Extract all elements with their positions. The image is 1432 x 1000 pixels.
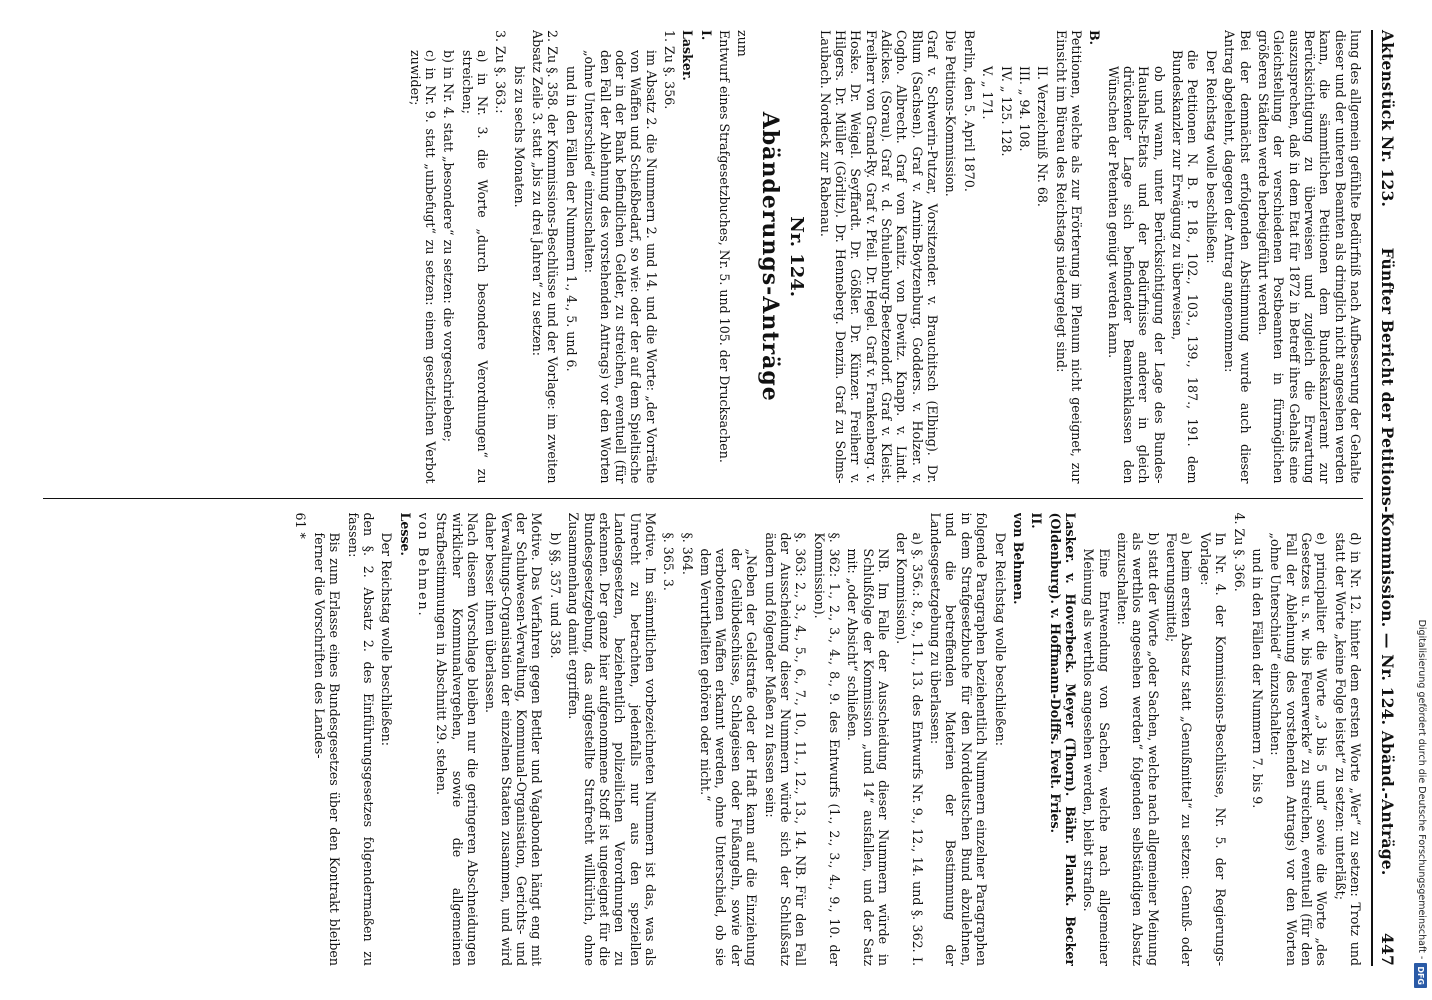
dfg-logo: DFG [1415, 963, 1428, 988]
amendment-text: b) §§. 357. und 358. [547, 532, 563, 659]
column-divider [43, 498, 1363, 499]
signature: von Behmen. [415, 512, 431, 618]
amendment-text: c) in Nr. 9. statt „unbefugt“ zu setzen: einem gesetzlichen Verbot zuwider; [407, 50, 438, 484]
amendment-text: e) principaliter die Worte „3 bis 5 und“ sowie die Worte „des Gesetzes u. s. w. bis Feuerwerke“ zu streichen, eventuell (für den Fall der Ablehnung des vorstehenden Antrags) vor den Worten „ohne Unterschied“ einzuschalten: [1268, 532, 1330, 966]
signatories: Graf v. Schwerin-Putzar, Vorsitzender. v. Brauchitsch (Elbing). Dr. Blum (Sachsen). Graf v. Arnim-Boytzenburg. Godders. v. Holzer. v. Cogho. Albrecht. Graf von Kanitz. von Dewitz. Knapp. v. Lindt. Adickes. (Sorau). Graf v. d. Schulenburg-Beetzendorf. Graf v. Kleist. Freiherr von Grand-Ry. Graf v. Pfeil. Dr. Hegel. Graf v. Frankenberg. v. Hoske. Dr. Weigel. Seyffardt. Dr. Gößler. Dr. Künzer. Freiherr v. Hilgers. Dr. Müller (Görlitz). Dr. Henneberg. Denzin. Graf zu Solms-Laubach. Nordeck zur Rabenau. [817, 30, 941, 484]
paragraph: Bis zum Erlasse eines Bundesgesetzes über den Kontrakt bleiben ferner die Vorschriften des Landes- [311, 532, 343, 966]
paragraph: Der Reichstag wolle beschließen: [1203, 50, 1219, 264]
motive-text: Motive. Das Verfahren gegen Bettler und Vagabonden hängt eng mit der Schubwesen-Verwaltung, Kommunal-Organisation, Gerichts- und Verwaltungs-Organisation der einzelnen Staaten zusammen, und wird daher besser ihnen überlassen. [483, 512, 545, 966]
amendment-text: und in den Fällen der Nummern 7. bis 9. [1249, 548, 1265, 809]
amendment-text: Eine Entwendung von Sachen, welche nach allgemeiner Meinung als werthlos angesehen werden, bleibt straflos. [1081, 548, 1112, 966]
amendment-item: 2. Zu §. 358. der Kommissions-Beschlüsse und der Vorlage: im zweiten Absatz Zeile 3. statt „bis zu drei Jahren“ zu setzen: [530, 30, 561, 484]
document-title: Abänderungs-Anträge [757, 111, 784, 402]
header-left: Aktenstück Nr. 123. [1378, 30, 1397, 208]
paragraph: die Petitionen N. B. P. 18., 102., 103., 139., 187., 191. dem Bundeskanzler zur Erwägung zu überweisen, [1170, 50, 1201, 484]
amendment-item: 4. Zu §. 366. [1231, 512, 1247, 592]
amendment-text: NB. Im Falle der Ausscheidung dieser Nummern würde in Schlußfolge der Kommission „und 14“ ausfallen, und der Satz mit: „oder Absicht“ schließen. [845, 548, 892, 966]
section-heading: II. [1029, 512, 1045, 529]
paragraph: den §. 2. Absatz 2. des Einführungsgesetzes folgendermaßen zu fassen: [345, 512, 376, 966]
paragraph: Nach diesem Vorschlage bleiben nur die geringeren Abschneidungen wirklicher Kommunalvergehen, sowie die allgemeinen Strafbestimmungen in Abschnitt 29. stehen. [434, 512, 481, 966]
section-heading: B. [1087, 30, 1103, 46]
dfg-credit-strip [1412, 0, 1430, 1000]
signature-mark: 61 * [293, 512, 309, 539]
author-name: von Behmen. [1010, 512, 1026, 605]
section-heading: I. [698, 30, 714, 41]
paragraph: folgende Paragraphen beziehentlich Nummern einzelner Paragraphen in dem Strafgesetzbuche für den Norddeutschen Bund abzulehnen, und die betreffenden Materien der Bestimmung der Landesgesetzgebung zu überlassen: [928, 512, 990, 966]
amendment-text: a) beim ersten Absatz statt „Genußmittel“ zu setzen: Genuß- oder Feuerungsmittel; [1164, 532, 1195, 966]
amendment-text: §. 364. [679, 532, 695, 575]
amendment-text: b) statt der Worte „oder Sachen, welche nach allgemeiner Meinung als werthlos angesehen werden“ folgenden selbständigen Absatz einzuschalten: [1115, 532, 1161, 966]
amendment-text: „Neben der Geldstrafe oder der Haft kann auf die Einziehung der Gelübdeschüsse, Schlageisen oder Fußangeln, sowie der verbotenen Waffen erkannt werden, ohne Unterschied, ob sie dem Verurtheilten gehören oder nicht.“ [698, 548, 760, 966]
author-name: Lasker. [680, 30, 696, 81]
amendment-text: §. 362: 1., 2., 3., 4., 8., 9. des Entwurfs (1., 2., 3., 4., 9., 10. der Kommission). [811, 532, 842, 966]
motive-text: Motive. Im sämmtlichen vorbezeichneten Nummern ist das, was als Unrecht zu betrachten, jedenfalls nur aus den speziellen Landesgesetzen, beziehentlich polizeilichen Verordnungen zu erkennen. Der ganze hier aufgenommene Stoff ist ungeeignet für die Bundesgesetzgebung, das aufgestellte Strafrecht willkürlich, ohne Zusammenhang damit ergriffen. [566, 512, 658, 966]
list-item: III. „ 94. 108. [1016, 66, 1032, 152]
date-line: Berlin, den 5. April 1870. [961, 30, 977, 192]
amendment-text: bis zu sechs Monaten. [511, 66, 527, 208]
paragraph: Bei der demnächst erfolgenden Abstimmung wurde auch dieser Antrag abgelehnt, dagegen der Antrag angenommen: [1222, 30, 1253, 484]
amendment-text: a) in Nr. 3. die Worte „durch besondere Verordnungen“ zu streichen; [459, 50, 491, 484]
amendment-item: 3. Zu §. 363.: [493, 30, 509, 114]
list-item: V. „ 171. [980, 66, 996, 120]
author-name: Lesse. [397, 512, 413, 556]
list-item: II. Verzeichniß Nr. 68. [1035, 66, 1051, 207]
paragraph: lung des allgemein gefühlte Bedürfniß nach Aufbesserung der Gehalte dieser und der unteren Beamten als dringlich nicht angesehen werden kann, die sämmtlichen Petitionen dem Bundeskanzleramt zur Berücksichtigung zu überweisen und zugleich die Erwartung auszusprechen, daß in dem Etat für 1872 in Betreff ihres Gehalts eine Gleichstellung der verschiedenen Postbeamten in fürmöglichen größeren Städten werde herbeigeführt werden. [1255, 30, 1364, 484]
commission-name: Die Petitions-Kommission. [943, 30, 959, 197]
amendment-text: und in den Fällen der Nummern 1., 4., 5. und 6. [563, 66, 579, 372]
amendment-text: a) §. 356.: 8., 9., 11., 13. des Entwurfs Nr. 9., 12., 14. und §. 362. I. der Kommission). [894, 532, 925, 966]
rotated-page-content [24, 0, 1416, 1000]
header-center: Fünfter Bericht der Petitions-Kommission. — Nr. 124. Abänd.-Anträge. [1378, 247, 1397, 876]
dfg-credit-text: Digitalisierung gefördert durch die Deutsche Forschungsgemeinschaft - [1416, 619, 1427, 960]
amendment-text: d) in Nr. 12. hinter dem ersten Worte „Wer“ zu setzen: Trotz und statt der Worte „keine Folge leistet“ zu setzen: unterläßt; [1332, 532, 1364, 966]
list-item: IV. „ 125. 128. [998, 66, 1014, 157]
left-column [43, 30, 1363, 484]
paragraph: Der Reichstag wolle beschließen: [379, 532, 395, 747]
right-column [43, 513, 1363, 967]
amendment-text: In Nr. 4. der Kommissions-Beschlüsse, Nr. 5. der Regierungs-Vorlage: [1197, 532, 1229, 966]
document-number: Nr. 124. [786, 216, 808, 298]
amendment-item: 1. Zu §. 356. [662, 30, 678, 110]
amendment-text: b) in Nr. 4. statt „besondere“ zu setzen: die vorgeschriebene; [441, 50, 457, 442]
subtitle-entwurf: Entwurf eines Strafgesetzbuches, Nr. 5. und 105. der Drucksachen. [717, 30, 733, 463]
signatories: Lasker. v. Hoverbeck. Meyer (Thorn). Bähr. Planck. Becker (Oldenburg). v. Hoffmann-Dolffs. Evelt. Fries. [1047, 512, 1078, 966]
amendment-text: §. 365. 3. [661, 532, 677, 591]
subtitle-zum: zum [735, 30, 751, 57]
paragraph: Der Reichstag wolle beschließen: [992, 532, 1008, 747]
paragraph: Petitionen, welche als zur Erörterung im Plenum nicht geeignet, zur Einsicht im Büreau des Reichstags niedergelegt sind: [1053, 30, 1084, 484]
paragraph: ob und wann, unter Berücksichtigung der Lage des Bundes-Haushalts-Etats und der Bedürfnisse anderer in gleich drückender Lage sich befindender Beamtenklassen den Wünschen der Petenten genügt werden kann. [1105, 66, 1167, 484]
amendment-text: §. 363: 2., 3., 4., 5., 6., 7., 10., 11., 12., 13., 14. NB. Für den Fall der Ausscheidung dieser Nummern würde sich der Schlußsatz ändern und folgender Maßen zu fassen sein: [762, 532, 809, 966]
page-number: 447 [1378, 933, 1397, 966]
amendment-text: im Absatz 2. die Nummern 2. und 14. und die Worte: „der Vorräthe von Waffen und Schießbedarf, so wie: oder der auf dem Spieltische oder in der Bank befindlichen Gelder, zu streichen, eventuell (für den Fall der Ablehnung des vorstehenden Antrags) vor den Worten „ohne Unterschied“ einzuschalten: [582, 50, 659, 484]
running-header [1371, 30, 1396, 966]
